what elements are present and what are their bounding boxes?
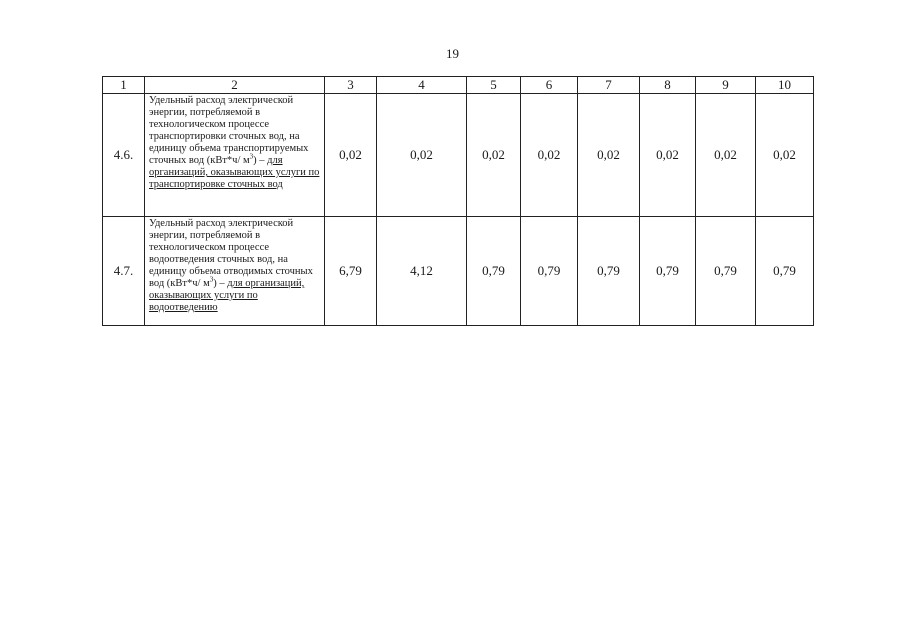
column-header: 9 <box>696 77 756 94</box>
value-cell: 0,79 <box>756 217 814 326</box>
row-number: 4.7. <box>103 217 145 326</box>
value-cell: 0,79 <box>640 217 696 326</box>
table-row <box>103 94 814 217</box>
superscript: 3 <box>209 275 214 284</box>
column-header: 7 <box>578 77 640 94</box>
description-text: ) – <box>213 278 228 289</box>
value-cell: 0,02 <box>640 94 696 217</box>
column-header: 2 <box>145 77 325 94</box>
description-text: ) – <box>253 155 268 166</box>
value-cell: 6,79 <box>325 217 377 326</box>
table-row <box>103 217 814 326</box>
page-number: 19 <box>446 46 459 61</box>
value-cell: 0,79 <box>521 217 578 326</box>
row-number: 4.6. <box>103 94 145 217</box>
data-table <box>102 76 814 326</box>
value-cell: 0,02 <box>377 94 467 217</box>
value-cell: 0,02 <box>467 94 521 217</box>
value-cell: 0,02 <box>325 94 377 217</box>
value-cell: 4,12 <box>377 217 467 326</box>
column-header: 4 <box>377 77 467 94</box>
value-cell: 0,02 <box>756 94 814 217</box>
value-cell: 0,02 <box>696 94 756 217</box>
column-header: 8 <box>640 77 696 94</box>
superscript: 3 <box>249 152 254 161</box>
row-description <box>145 94 325 217</box>
column-header: 6 <box>521 77 578 94</box>
description-underlined: для организаций, оказывающих услуги по транспортировке сточных вод <box>149 155 320 190</box>
row-description <box>145 217 325 326</box>
column-header: 5 <box>467 77 521 94</box>
description-text: Удельный расход электрической энергии, потребляемой в технологическом процессе транспортировки сточных вод, на единицу объема транспортируемых сточных вод (кВт*ч/ м <box>149 95 309 166</box>
value-cell: 0,79 <box>696 217 756 326</box>
value-cell: 0,79 <box>467 217 521 326</box>
column-header: 1 <box>103 77 145 94</box>
column-header: 10 <box>756 77 814 94</box>
description-text: Удельный расход электрической энергии, потребляемой в технологическом процессе водоотведения сточных вод, на единицу объема отводимых сточных вод (кВт*ч/ м <box>149 218 313 289</box>
header-row <box>103 77 814 94</box>
value-cell: 0,79 <box>578 217 640 326</box>
value-cell: 0,02 <box>578 94 640 217</box>
description-underlined: для организаций, оказывающих услуги по водоотведению <box>149 278 305 313</box>
value-cell: 0,02 <box>521 94 578 217</box>
column-header: 3 <box>325 77 377 94</box>
